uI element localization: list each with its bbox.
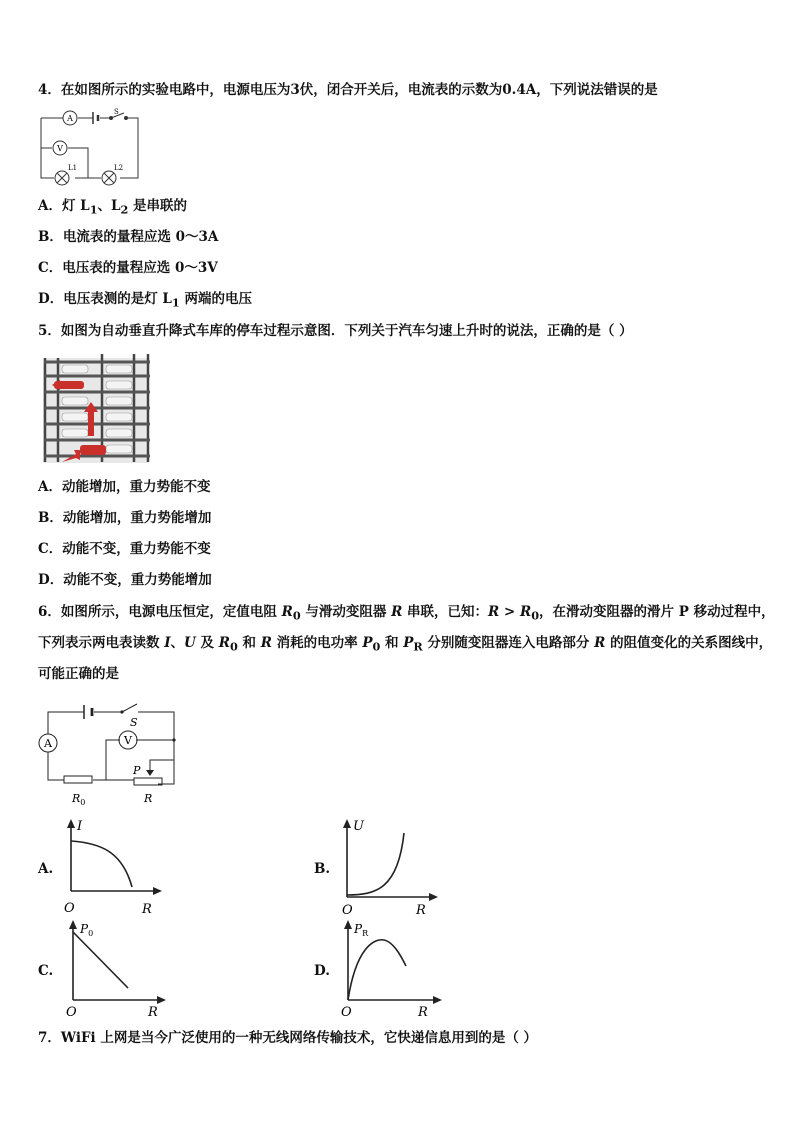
q4-option-c: C．电压表的量程应选 0～3V — [38, 260, 218, 276]
q6-graph-a-origin: O — [64, 901, 75, 916]
q5-option-c: C．动能不变，重力势能不变 — [38, 541, 211, 557]
q6-graph-c-ylabel: $P_0$ — [80, 922, 94, 938]
q6-stem-line2: 下列表示两电表读数 I、U 及 $R_0$ 和 R 消耗的电功率 $P_0$ 和 $P_R$ 分别随变阻器连入电路部分 R 的阻值变化的关系图线中， — [38, 635, 773, 654]
q6-graph-c-line — [73, 932, 128, 988]
q6-switch-label: S — [130, 716, 138, 729]
q6-graph-a-curve — [71, 841, 132, 887]
q6-ammeter-label: A — [44, 737, 52, 750]
q4-switch-label: S — [114, 108, 119, 116]
q6-graph-c-xlabel: R — [148, 1005, 158, 1020]
q6-graph-c-letter: C. — [38, 963, 54, 979]
q6-voltmeter-label: V — [124, 734, 132, 747]
q6-graph-a — [60, 815, 170, 920]
q5-option-d: D．动能不变，重力势能增加 — [38, 572, 212, 588]
q6-graph-b-xlabel: R — [416, 903, 426, 918]
q6-graph-a-letter: A. — [38, 861, 54, 877]
q4-option-d: D．电压表测的是灯 $L_1$ 两端的电压 — [38, 291, 252, 310]
q5-stem: 5．如图为自动垂直升降式车库的停车过程示意图．下列关于汽车匀速上升时的说法，正确的是（ ） — [38, 323, 633, 339]
q6-slider-label: P — [133, 764, 141, 777]
q6-r-label: R — [144, 792, 153, 805]
q6-graph-a-ylabel: I — [77, 819, 83, 834]
q6-graph-d-ylabel: $P_R$ — [354, 922, 369, 938]
q6-stem-line3: 可能正确的是 — [38, 666, 119, 682]
q4-ammeter-label: A — [67, 114, 73, 123]
q6-graph-b-letter: B. — [314, 861, 331, 877]
q4-option-b: B．电流表的量程应选 0～3A — [38, 229, 219, 245]
q4-voltmeter-label: V — [57, 144, 63, 153]
q6-graph-b-curve — [347, 833, 404, 895]
q4-lamp1-label: L1 — [68, 164, 78, 172]
q5-option-b: B．动能增加，重力势能增加 — [38, 510, 212, 526]
q6-r0-label: $R_0$ — [72, 792, 86, 807]
q6-graph-a-xlabel: R — [142, 902, 152, 917]
q4-option-a: A．灯 $L_1$、$L_2$ 是串联的 — [38, 198, 188, 217]
q6-graph-d-curve — [348, 940, 406, 1000]
q7-stem: 7．WiFi 上网是当今广泛使用的一种无线网络传输技术，它快递信息用到的是（ ） — [38, 1030, 538, 1046]
q6-circuit-diagram — [38, 694, 188, 809]
q6-graph-d — [336, 918, 446, 1023]
q5-option-a: A．动能增加，重力势能不变 — [38, 479, 211, 495]
q4-stem: 4．在如图所示的实验电路中，电源电压为3伏，闭合开关后，电流表的示数为0.4A，下列说法错误的是 — [38, 82, 658, 98]
q6-graph-d-xlabel: R — [418, 1005, 428, 1020]
q6-graph-d-letter: D. — [314, 963, 330, 979]
q5-parking-garage-illustration — [40, 350, 155, 468]
q6-graph-b — [336, 815, 446, 920]
q6-graph-b-origin: O — [342, 903, 353, 918]
q4-circuit-diagram — [38, 108, 148, 190]
q6-graph-c — [60, 918, 170, 1023]
q6-graph-d-origin: O — [341, 1005, 352, 1020]
q4-lamp2-label: L2 — [114, 164, 124, 172]
q6-graph-b-ylabel: U — [353, 819, 364, 834]
q6-graph-c-origin: O — [66, 1005, 77, 1020]
q6-stem-line1: 6．如图所示，电源电压恒定，定值电阻 $R_0$ 与滑动变阻器 R 串联，已知：$R > R_0$，在滑动变阻器的滑片 P 移动过程中， — [38, 604, 775, 623]
